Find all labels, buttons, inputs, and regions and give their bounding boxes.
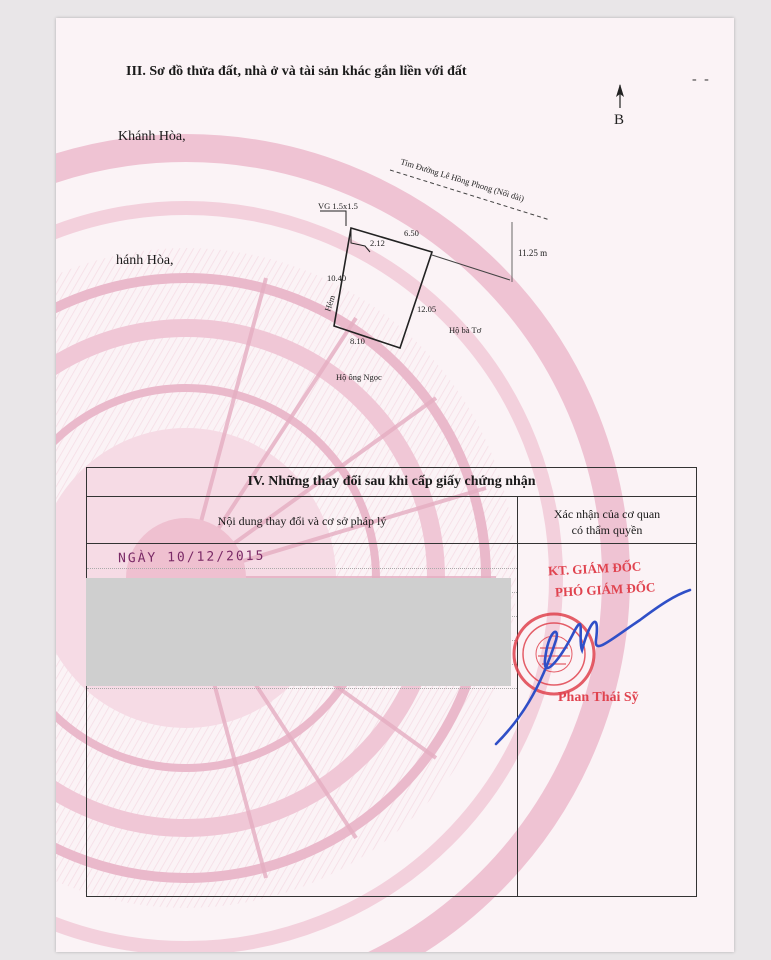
section-iii-title: III. Sơ đồ thửa đất, nhà ở và tài sản khác gắn liền với đất bbox=[126, 64, 467, 79]
neighbor-right: Hộ bà Tơ bbox=[449, 325, 482, 335]
section-iv-title: IV. Những thay đổi sau khi cấp giấy chứng nhận bbox=[87, 468, 696, 497]
header-divider bbox=[87, 543, 696, 544]
vg-label: VG 1.5x1.5 bbox=[318, 201, 358, 211]
stamp-title-line-2: PHÓ GIÁM ĐỐC bbox=[554, 579, 656, 600]
signer-name: Phan Thái Sỹ bbox=[558, 690, 639, 705]
dim-top: 6.50 bbox=[404, 228, 419, 238]
frontage-line bbox=[432, 255, 510, 280]
neighbor-bottom: Hộ ông Ngọc bbox=[336, 372, 382, 382]
dim-bottom: 8.10 bbox=[350, 336, 365, 346]
location-fragment-2: hánh Hòa, bbox=[116, 253, 174, 268]
redaction-box bbox=[86, 578, 511, 686]
vg-marker bbox=[320, 211, 346, 226]
confirm-header-line-2: có thẩm quyền bbox=[571, 523, 643, 537]
dotted-row-line bbox=[87, 688, 517, 689]
street-label: Tim Đường Lê Hồng Phong (Nối dài) bbox=[399, 156, 526, 204]
north-label: B bbox=[614, 112, 625, 128]
handwritten-date: NGÀY 10/12/2015 bbox=[117, 548, 266, 567]
dim-setback: 11.25 m bbox=[518, 248, 548, 258]
stamp-title-line-1: KT. GIÁM ĐỐC bbox=[547, 558, 642, 579]
corner-mark: - - bbox=[692, 72, 711, 87]
column-header-confirmation bbox=[519, 506, 695, 538]
north-arrow-icon bbox=[616, 84, 624, 108]
column-header-content: Nội dung thay đổi và cơ sở pháp lý bbox=[217, 514, 387, 528]
dim-top-small: 2.12 bbox=[370, 238, 385, 248]
land-plot-diagram bbox=[0, 0, 771, 420]
dotted-row-line bbox=[87, 568, 517, 569]
column-divider bbox=[517, 496, 518, 896]
dim-right: 12.05 bbox=[417, 304, 437, 314]
alley-label: Hẻm bbox=[322, 293, 338, 313]
dim-left: 10.40 bbox=[327, 273, 347, 283]
confirm-header-line-1: Xác nhận của cơ quan bbox=[553, 507, 661, 521]
location-fragment-1: Khánh Hòa, bbox=[118, 129, 186, 144]
